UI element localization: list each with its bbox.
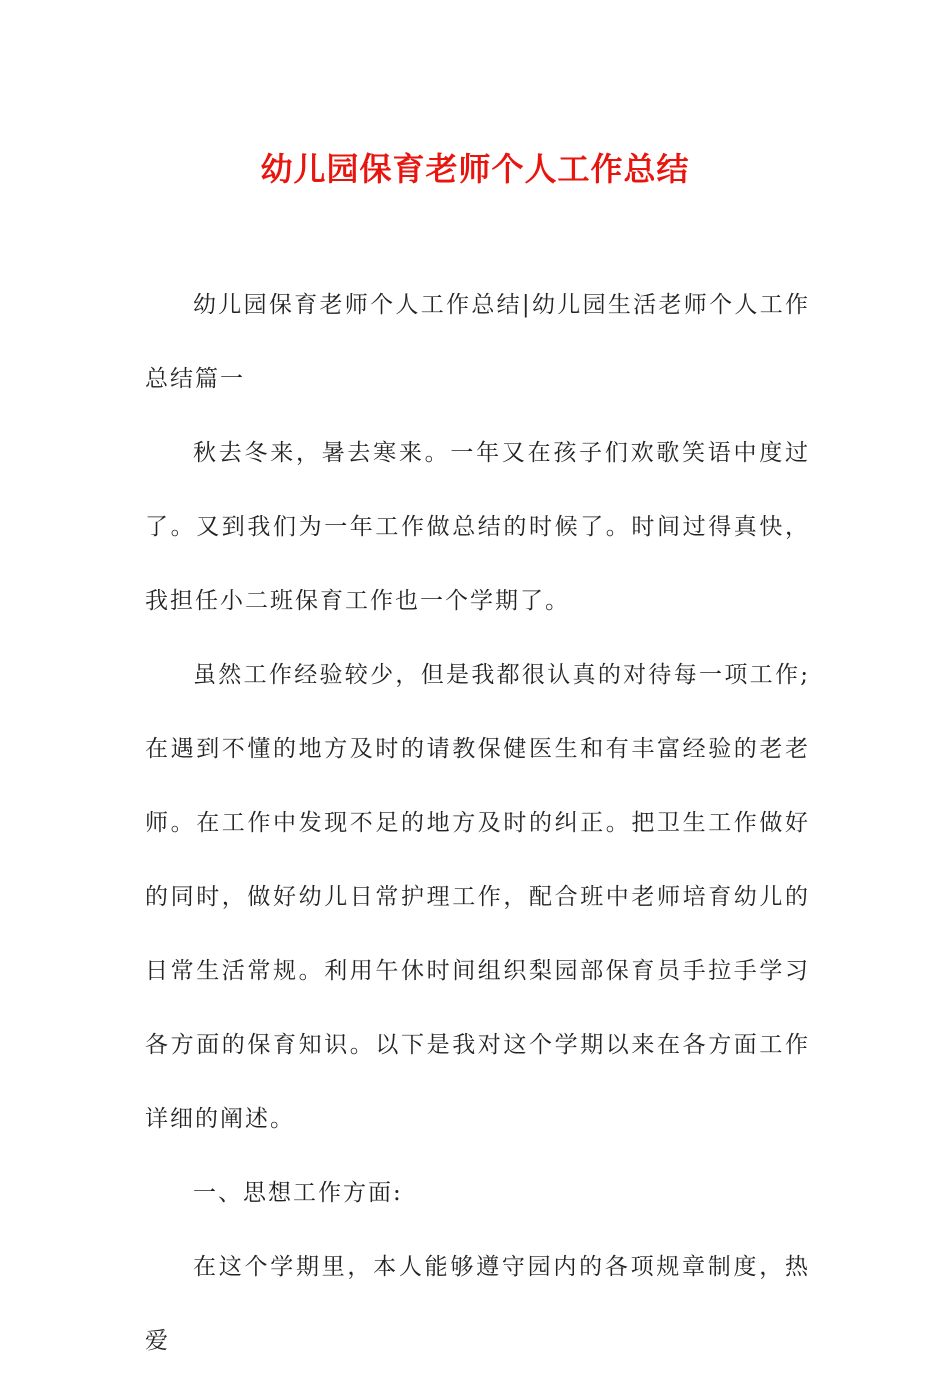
paragraph: 虽然工作经验较少，但是我都很认真的对待每一项工作;在遇到不懂的地方及时的请教保健医生和有丰富经验的老老师。在工作中发现不足的地方及时的纠正。把卫生工作做好的同时，做好幼儿日常护理工作，配合班中老师培育幼儿的日常生活常规。利用午休时间组织梨园部保育员手拉手学习各方面的保育知识。以下是我对这个学期以来在各方面工作详细的阐述。 (145, 662, 810, 1132)
paragraph: 在这个学期里，本人能够遵守园内的各项规章制度，热爱 (145, 1254, 810, 1354)
document-title: 幼儿园保育老师个人工作总结 (260, 150, 690, 188)
section-heading: 一、思想工作方面: (193, 1180, 403, 1206)
document-body (145, 268, 810, 1378)
paragraph: 秋去冬来，暑去寒来。一年又在孩子们欢歌笑语中度过了。又到我们为一年工作做总结的时候了。时间过得真快，我担任小二班保育工作也一个学期了。 (145, 440, 810, 614)
paragraph-heading: 幼儿园保育老师个人工作总结|幼儿园生活老师个人工作总结篇一 (145, 292, 810, 392)
